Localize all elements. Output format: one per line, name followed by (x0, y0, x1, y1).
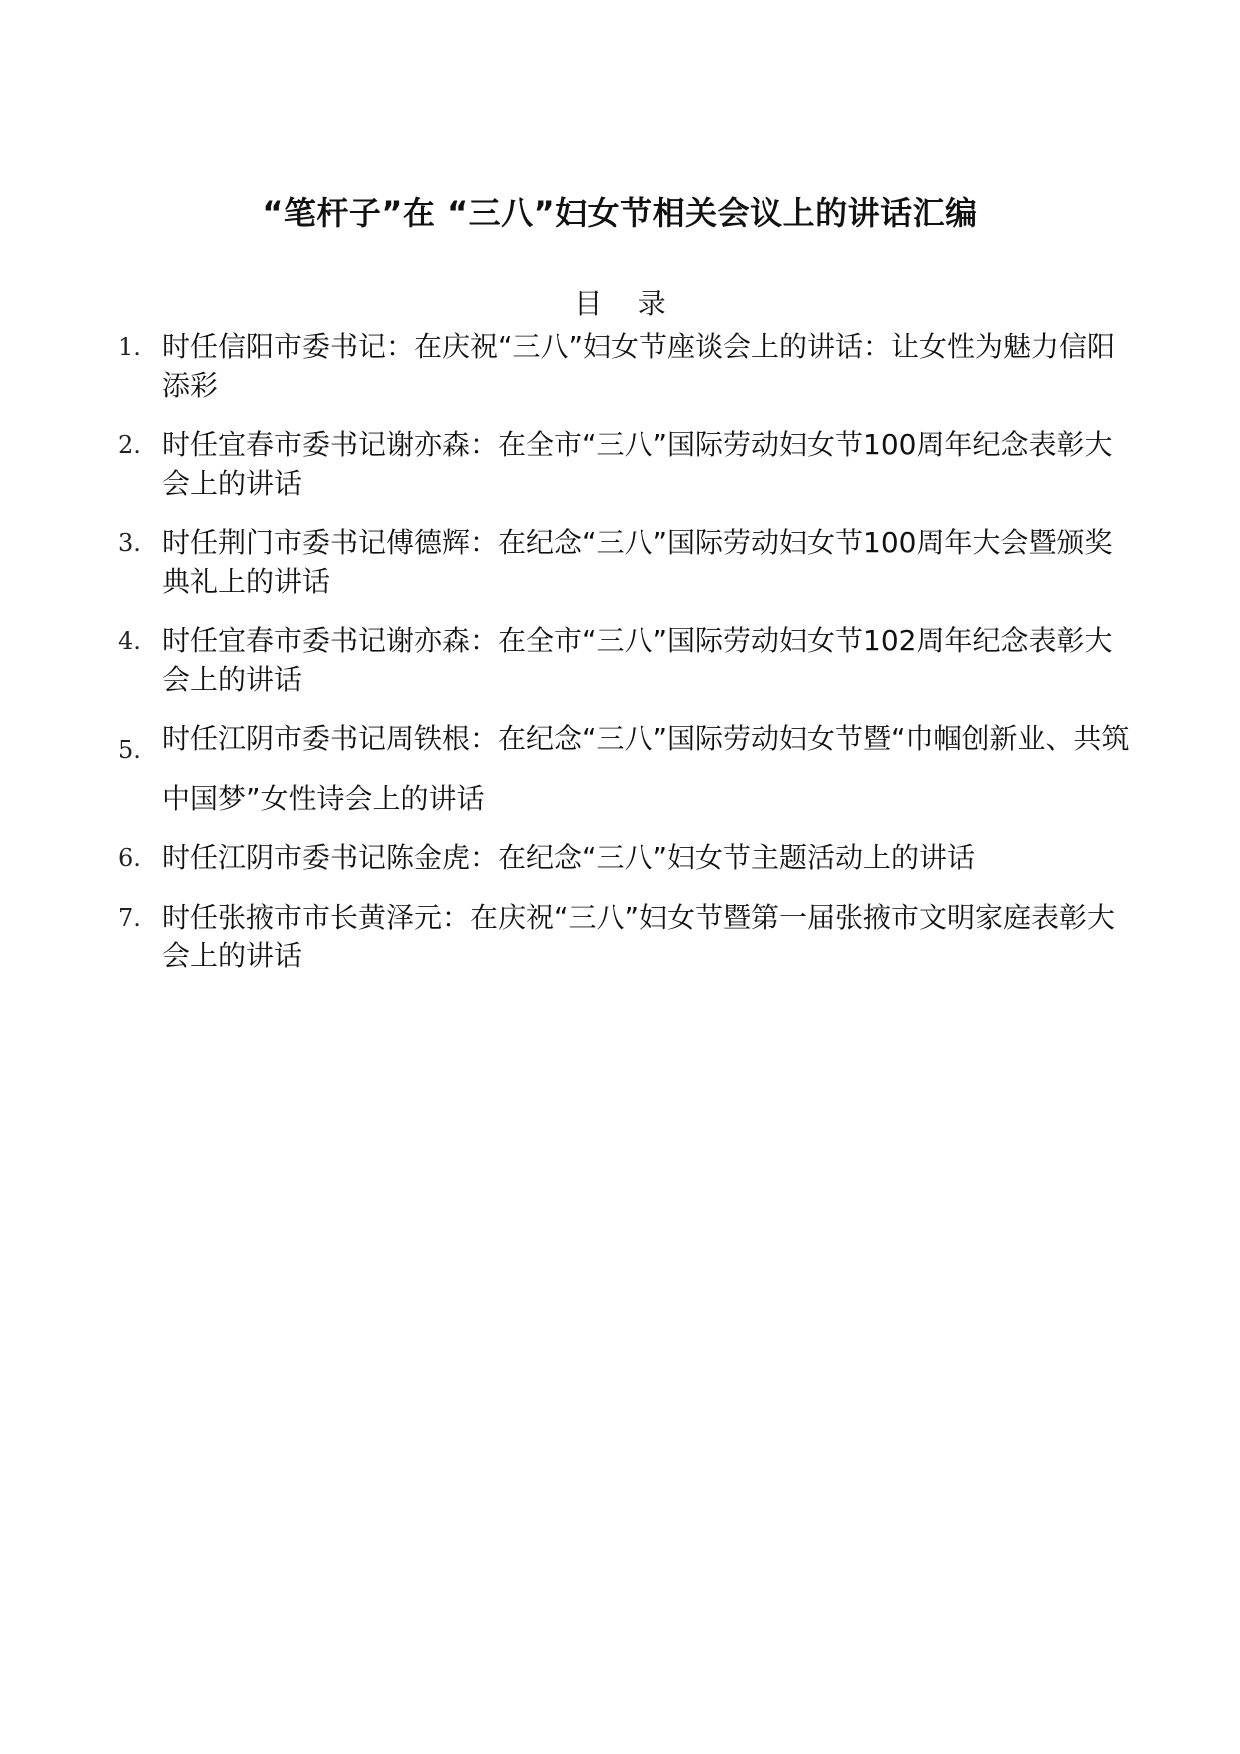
document-title: “笔杆子”在 “三八”妇女节相关会议上的讲话汇编 (262, 194, 978, 232)
toc-item-text: 时任宜春市委书记谢亦森：在全市“三八”国际劳动妇女节100周年纪念表彰大会上的讲话 (162, 428, 1113, 500)
toc-item-text: 时任宜春市委书记谢亦森：在全市“三八”国际劳动妇女节102周年纪念表彰大会上的讲话 (162, 624, 1113, 696)
toc-item-number: 1. (118, 333, 141, 361)
toc-item-number: 7. (118, 903, 141, 932)
toc-item-text: 时任张掖市市长黄泽元：在庆祝“三八”妇女节暨第一届张掖市文明家庭表彰大会上的讲话 (162, 900, 1116, 972)
toc-item-text: 时任江阴市委书记周铁根：在纪念“三八”国际劳动妇女节暨“巾帼创新业、共筑中国梦”女性诗会上的讲话 (162, 722, 1130, 815)
toc-list (118, 328, 1134, 997)
toc-item (118, 328, 1134, 405)
toc-item-number: 6. (118, 844, 141, 872)
toc-item (118, 524, 1134, 601)
toc-item-text: 时任信阳市委书记：在庆祝“三八”妇女节座谈会上的讲话：让女性为魅力信阳添彩 (162, 330, 1116, 402)
toc-item-text: 时任江阴市委书记陈金虎：在纪念“三八”妇女节主题活动上的讲话 (162, 841, 976, 874)
toc-item (118, 709, 1134, 829)
toc-item-number: 2. (118, 431, 141, 459)
toc-item (118, 426, 1134, 503)
toc-item-text: 时任荆门市委书记傅德辉：在纪念“三八”国际劳动妇女节100周年大会暨颁奖典礼上的讲话 (162, 526, 1113, 598)
toc-item-number: 4. (118, 627, 141, 655)
toc-item (118, 839, 1134, 878)
toc-item-number: 3. (118, 529, 141, 557)
toc-item-number: 5. (118, 736, 141, 764)
toc-heading: 目 录 (574, 287, 666, 320)
toc-item (118, 622, 1134, 699)
toc-item (118, 899, 1134, 976)
